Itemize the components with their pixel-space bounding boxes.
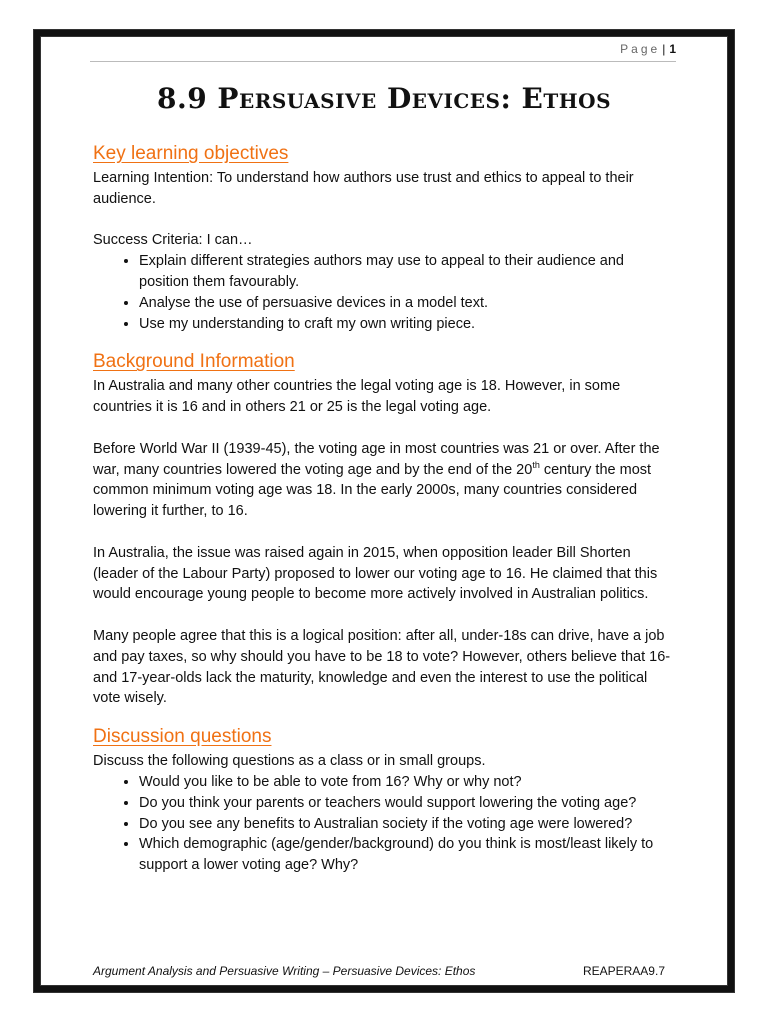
list-item: • Explain different strategies authors may use to appeal to their audience and position them favourably.: [139, 251, 677, 293]
background-paragraph: [93, 439, 677, 522]
success-criteria-label: Success Criteria: I can…: [93, 232, 253, 249]
page-word: Page: [620, 42, 661, 56]
objectives-heading: Key learning objectives: [93, 143, 289, 164]
list-item: • Which demographic (age/gender/background) do you think is most/least likely to support a lower voting age? Why?: [139, 834, 677, 876]
list-item: • Use my understanding to craft my own writing piece.: [139, 314, 677, 335]
paragraph-text: Before World War II (1939-45), the voting age in most countries was 21 or over. After the war, many countries lowered the voting age and by the end of the 20: [93, 440, 660, 478]
list-item: • Analyse the use of persuasive devices in a model text.: [139, 293, 677, 314]
discussion-intro: Discuss the following questions as a class or in small groups.: [93, 753, 486, 770]
paragraph-text: century the most common minimum voting age was 18. In the early 2000s, many countries considered lowering it further, to 16.: [93, 461, 652, 520]
background-paragraph: In Australia and many other countries the legal voting age is 18. However, in some countries it is 16 and in others 21 or 25 is the legal voting age.: [93, 378, 621, 416]
list-item: • Do you think your parents or teachers would support lowering the voting age?: [139, 793, 677, 814]
footer-code: REAPERAA9.7: [582, 964, 665, 978]
background-paragraph: Many people agree that this is a logical position: after all, under-18s can drive, have a job and pay taxes, so why should you have to be 18 to vote? However, others believe that 16- and 17-year-olds lack the maturity, knowledge and even the interest to use the political vote wisely.: [93, 627, 671, 707]
discussion-questions-list: [93, 772, 677, 876]
page-separator: |: [662, 42, 666, 56]
page-number: 1: [669, 42, 676, 56]
list-item: • Do you see any benefits to Australian society if the voting age were lowered?: [139, 814, 677, 835]
success-criteria-list: [93, 251, 677, 334]
superscript: th: [532, 459, 540, 470]
header-rule: [90, 61, 676, 62]
page-number-header: [620, 42, 676, 56]
background-paragraph: In Australia, the issue was raised again in 2015, when opposition leader Bill Shorten (leader of the Labour Party) proposed to lower our voting age to 16. He claimed that this would encourage young people to become more actively involved in Australian politics.: [93, 544, 658, 603]
page-footer: [93, 964, 665, 978]
document-body: [93, 140, 677, 876]
footer-title: Argument Analysis and Persuasive Writing – Persuasive Devices: Ethos: [93, 964, 476, 978]
learning-intention: Learning Intention: To understand how authors use trust and ethics to appeal to their audience.: [93, 170, 634, 207]
discussion-heading: Discussion questions: [93, 726, 272, 748]
list-item: • Would you like to be able to vote from 16? Why or why not?: [139, 772, 677, 793]
background-heading: Background Information: [93, 351, 295, 373]
page-title: 8.9 Persuasive Devices: Ethos: [156, 82, 612, 115]
